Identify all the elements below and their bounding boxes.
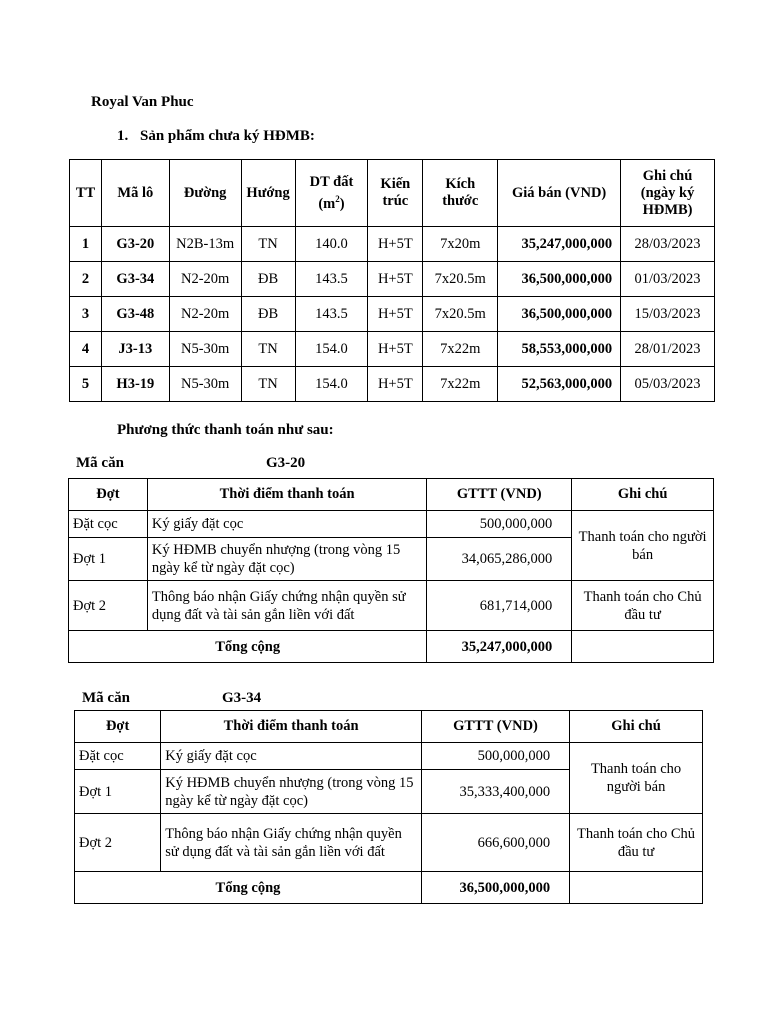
cell-ma-lo: J3-13 (101, 332, 169, 367)
total-row (69, 631, 714, 663)
cell-kich-thuoc: 7x20.5m (423, 262, 498, 297)
cell-dt: 140.0 (295, 227, 368, 262)
document-title: Royal Van Phuc (91, 94, 194, 110)
unit-code: G3-34 (222, 690, 262, 706)
cell-kien-truc: H+5T (368, 297, 423, 332)
section-number: 1. (117, 128, 129, 144)
cell-thoi-diem: Ký HĐMB chuyển nhượng (trong vòng 15 ngày kể từ ngày đặt cọc) (161, 770, 422, 814)
cell-tt: 2 (70, 262, 102, 297)
cell-dt: 143.5 (295, 297, 368, 332)
cell-gia: 52,563,000,000 (498, 367, 621, 402)
cell-gia: 36,500,000,000 (498, 297, 621, 332)
cell-duong: N2B-13m (169, 227, 241, 262)
cell-ghi-chu: 28/01/2023 (621, 332, 715, 367)
total-amount: 36,500,000,000 (421, 872, 569, 904)
cell-note-seller: Thanh toán cho người bán (572, 511, 714, 581)
cell-kich-thuoc: 7x22m (423, 367, 498, 402)
cell-duong: N5-30m (169, 367, 241, 402)
cell-huong: TN (241, 227, 295, 262)
unit-code: G3-20 (266, 455, 306, 471)
header-duong: Đường (169, 160, 241, 227)
table-row (70, 297, 715, 332)
cell-dot: Đợt 1 (69, 538, 148, 581)
cell-huong: ĐB (241, 262, 295, 297)
cell-ma-lo: G3-48 (101, 297, 169, 332)
cell-dt: 154.0 (295, 332, 368, 367)
cell-thoi-diem: Thông báo nhận Giấy chứng nhận quyền sử dụng đất và tài sản gắn liền với đất (161, 814, 422, 872)
cell-thoi-diem: Ký giấy đặt cọc (147, 511, 426, 538)
total-label: Tổng cộng (75, 872, 422, 904)
product-table (69, 159, 715, 402)
cell-dot: Đợt 2 (69, 581, 148, 631)
cell-note-seller: Thanh toán cho người bán (570, 743, 703, 814)
cell-ma-lo: G3-20 (101, 227, 169, 262)
cell-tt: 1 (70, 227, 102, 262)
header-ma-lo: Mã lô (101, 160, 169, 227)
header-gttt: GTTT (VND) (421, 711, 569, 743)
header-ghi-chu: Ghi chú (570, 711, 703, 743)
table-row (75, 743, 703, 770)
cell-kich-thuoc: 7x20.5m (423, 297, 498, 332)
product-table-header (70, 160, 715, 227)
cell-dt: 154.0 (295, 367, 368, 402)
payment-table (68, 478, 714, 663)
cell-thoi-diem: Ký HĐMB chuyển nhượng (trong vòng 15 ngày kể từ ngày đặt cọc) (147, 538, 426, 581)
cell-tt: 3 (70, 297, 102, 332)
payment-heading: Phương thức thanh toán như sau: (117, 422, 334, 438)
cell-gttt: 500,000,000 (421, 743, 569, 770)
cell-gia: 36,500,000,000 (498, 262, 621, 297)
unit-label: Mã căn (82, 690, 130, 706)
cell-thoi-diem: Ký giấy đặt cọc (161, 743, 422, 770)
total-note-empty (572, 631, 714, 663)
cell-gttt: 35,333,400,000 (421, 770, 569, 814)
cell-huong: TN (241, 332, 295, 367)
cell-duong: N2-20m (169, 297, 241, 332)
cell-ghi-chu: 01/03/2023 (621, 262, 715, 297)
cell-tt: 4 (70, 332, 102, 367)
header-huong: Hướng (241, 160, 295, 227)
table-row (69, 511, 714, 538)
header-ghi-chu: Ghi chú (572, 479, 714, 511)
header-ghi-chu: Ghi chú (ngày ký HĐMB) (621, 160, 715, 227)
cell-kien-truc: H+5T (368, 367, 423, 402)
section-heading (117, 128, 315, 145)
total-note-empty (570, 872, 703, 904)
header-kich-thuoc: Kích thước (423, 160, 498, 227)
table-row (70, 367, 715, 402)
cell-dot: Đặt cọc (69, 511, 148, 538)
table-row (69, 581, 714, 631)
header-dot: Đợt (75, 711, 161, 743)
table-row (70, 332, 715, 367)
cell-dot: Đặt cọc (75, 743, 161, 770)
cell-duong: N2-20m (169, 262, 241, 297)
cell-dt: 143.5 (295, 262, 368, 297)
total-row (75, 872, 703, 904)
cell-thoi-diem: Thông báo nhận Giấy chứng nhận quyền sử dụng đất và tài sản gắn liền với đất (147, 581, 426, 631)
header-gttt: GTTT (VND) (427, 479, 572, 511)
table-row (75, 814, 703, 872)
total-amount: 35,247,000,000 (427, 631, 572, 663)
cell-gia: 58,553,000,000 (498, 332, 621, 367)
table-row (70, 262, 715, 297)
cell-ghi-chu: 28/03/2023 (621, 227, 715, 262)
cell-gttt: 500,000,000 (427, 511, 572, 538)
cell-gttt: 681,714,000 (427, 581, 572, 631)
cell-gttt: 34,065,286,000 (427, 538, 572, 581)
cell-kich-thuoc: 7x22m (423, 332, 498, 367)
cell-ma-lo: G3-34 (101, 262, 169, 297)
header-thoi-diem: Thời điểm thanh toán (161, 711, 422, 743)
header-kien-truc: Kiến trúc (368, 160, 423, 227)
table-row (70, 227, 715, 262)
cell-gia: 35,247,000,000 (498, 227, 621, 262)
cell-ghi-chu: 05/03/2023 (621, 367, 715, 402)
cell-kien-truc: H+5T (368, 332, 423, 367)
payment-table-header (75, 711, 703, 743)
payment-table (74, 710, 703, 904)
payment-table-header (69, 479, 714, 511)
unit-label: Mã căn (76, 455, 124, 471)
cell-ghi-chu: 15/03/2023 (621, 297, 715, 332)
header-thoi-diem: Thời điểm thanh toán (147, 479, 426, 511)
cell-tt: 5 (70, 367, 102, 402)
cell-dot: Đợt 2 (75, 814, 161, 872)
cell-duong: N5-30m (169, 332, 241, 367)
total-label: Tổng cộng (69, 631, 427, 663)
cell-huong: TN (241, 367, 295, 402)
header-dot: Đợt (69, 479, 148, 511)
section-title: Sản phẩm chưa ký HĐMB: (140, 128, 315, 144)
cell-note-investor: Thanh toán cho Chủ đầu tư (572, 581, 714, 631)
cell-ma-lo: H3-19 (101, 367, 169, 402)
cell-gttt: 666,600,000 (421, 814, 569, 872)
cell-note-investor: Thanh toán cho Chủ đầu tư (570, 814, 703, 872)
header-gia-ban: Giá bán (VND) (498, 160, 621, 227)
header-dt-dat: DT đất $(m^2)$ (295, 160, 368, 227)
cell-dot: Đợt 1 (75, 770, 161, 814)
header-tt: TT (70, 160, 102, 227)
cell-kien-truc: H+5T (368, 262, 423, 297)
cell-huong: ĐB (241, 297, 295, 332)
cell-kich-thuoc: 7x20m (423, 227, 498, 262)
cell-kien-truc: H+5T (368, 227, 423, 262)
